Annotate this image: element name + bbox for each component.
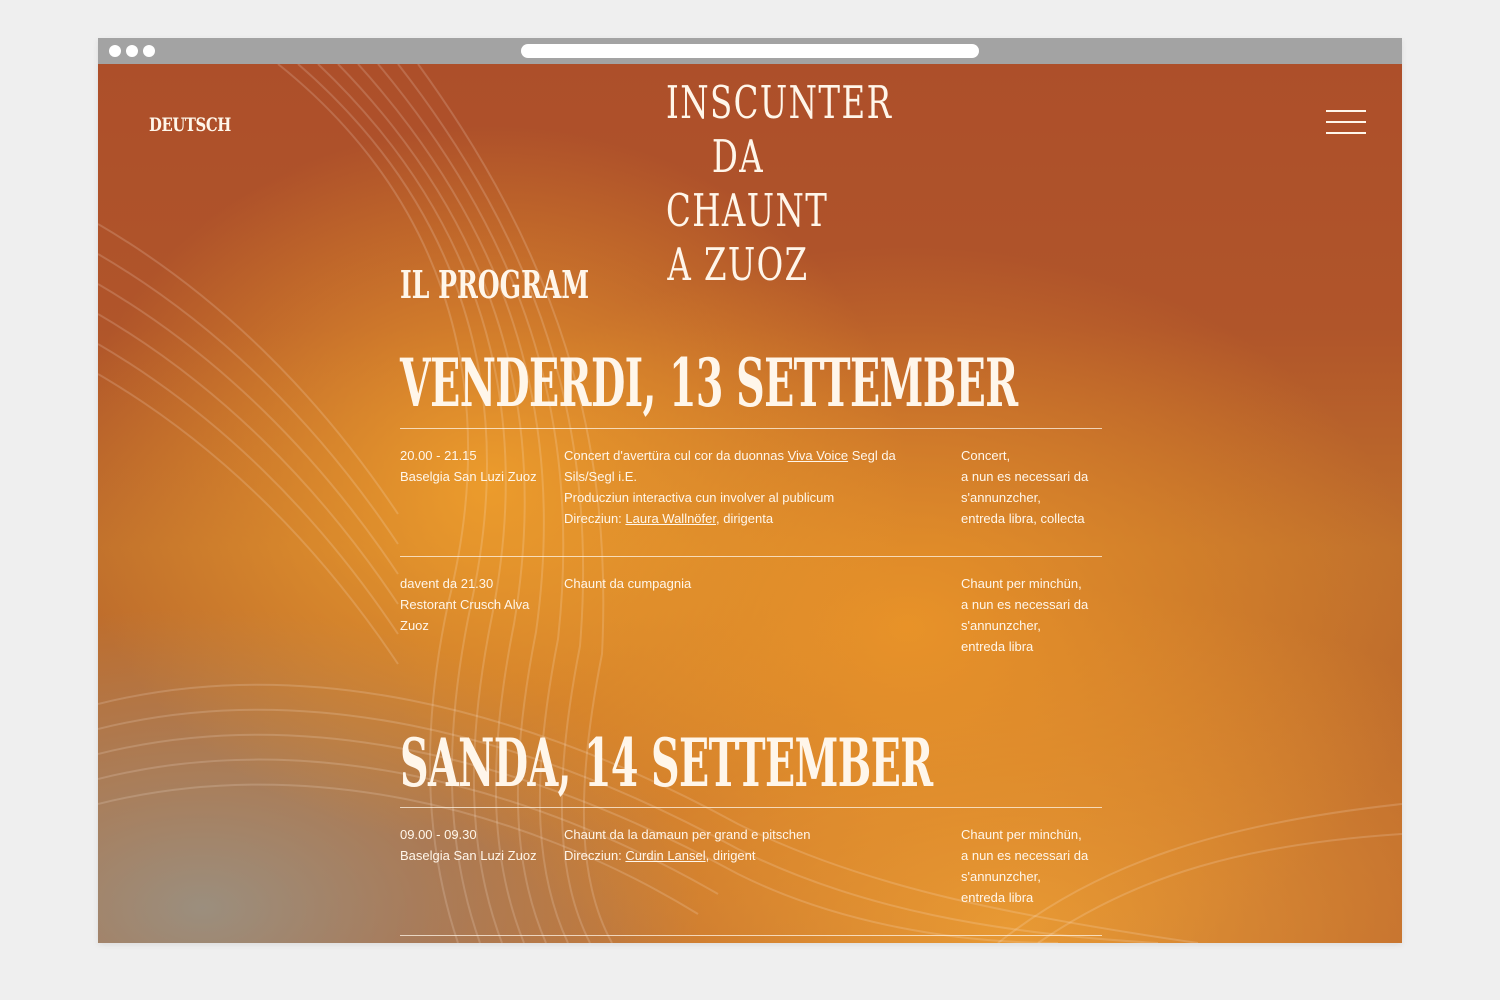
- curdin-lansel-link[interactable]: Curdin Lansel: [625, 848, 706, 863]
- event-info-line: s'annunzcher,: [961, 618, 1041, 633]
- event-info-line: entreda libra: [961, 890, 1034, 905]
- divider: [400, 428, 1102, 429]
- logo-line: A ZUOZ: [667, 238, 809, 291]
- event-info-line: s'annunzcher,: [961, 490, 1041, 505]
- page-content: [98, 64, 1402, 943]
- event-time-location: [400, 445, 550, 487]
- address-bar[interactable]: [521, 44, 979, 58]
- event-location: Zuoz: [400, 618, 429, 633]
- window-dot-icon[interactable]: [143, 45, 155, 57]
- event-info-line: a nun es necessari da: [961, 597, 1089, 612]
- event-description: [564, 573, 944, 594]
- event-info: [961, 824, 1111, 908]
- event-location: Restorant Crusch Alva: [400, 597, 530, 612]
- event-info-line: Concert,: [961, 448, 1011, 463]
- language-switch-link[interactable]: DEUTSCH: [149, 114, 231, 136]
- event-info-line: a nun es necessari da: [961, 469, 1089, 484]
- event-desc-line: Sils/Segl i.E.: [564, 469, 637, 484]
- event-info: [961, 573, 1111, 657]
- page-title: IL PROGRAM: [400, 262, 590, 307]
- event-location: Baselgia San Luzi Zuoz: [400, 848, 537, 863]
- event-location: Baselgia San Luzi Zuoz: [400, 469, 537, 484]
- browser-chrome: [98, 38, 1402, 64]
- day-heading: SANDA, 14 SETTEMBER: [400, 724, 933, 802]
- event-desc-line: Direcziun: Curdin Lansel, dirigent: [564, 848, 756, 863]
- day-heading: VENDERDI, 13 SETTEMBER: [400, 344, 1018, 422]
- window-dot-icon[interactable]: [109, 45, 121, 57]
- event-desc-line: Chaunt da cumpagnia: [564, 576, 692, 591]
- event-description: [564, 445, 944, 529]
- divider: [400, 807, 1102, 808]
- site-logo[interactable]: [666, 76, 893, 292]
- viva-voice-link[interactable]: Viva Voice: [787, 448, 849, 463]
- laura-wallnoefer-link[interactable]: Laura Wallnöfer: [625, 511, 716, 526]
- event-time: davent da 21.30: [400, 576, 494, 591]
- divider: [400, 556, 1102, 557]
- event-desc-line: Producziun interactiva cun involver al publicum: [564, 490, 835, 505]
- event-time-location: [400, 573, 550, 636]
- browser-window: [98, 38, 1402, 943]
- event-description: [564, 824, 944, 866]
- divider: [400, 935, 1102, 936]
- event-desc-line: Direcziun: Laura Wallnöfer, dirigenta: [564, 511, 774, 526]
- event-info-line: entreda libra, collecta: [961, 511, 1085, 526]
- event-info-line: a nun es necessari da: [961, 848, 1089, 863]
- event-info-line: Chaunt per minchün,: [961, 576, 1082, 591]
- event-time-location: [400, 824, 550, 866]
- event-info-line: Chaunt per minchün,: [961, 827, 1082, 842]
- event-info-line: entreda libra: [961, 639, 1034, 654]
- window-dot-icon[interactable]: [126, 45, 138, 57]
- event-desc-line: Concert d'avertüra cul cor da duonnas Viva Voice Segl da: [564, 448, 896, 463]
- logo-line: INSCUNTER: [666, 76, 893, 129]
- event-info-line: s'annunzcher,: [961, 869, 1041, 884]
- event-desc-line: Chaunt da la damaun per grand e pitschen: [564, 827, 811, 842]
- event-info: [961, 445, 1111, 529]
- hamburger-menu-icon[interactable]: [1326, 110, 1366, 136]
- event-time: 20.00 - 21.15: [400, 448, 477, 463]
- event-time: 09.00 - 09.30: [400, 827, 477, 842]
- logo-line: DA CHAUNT: [666, 130, 829, 237]
